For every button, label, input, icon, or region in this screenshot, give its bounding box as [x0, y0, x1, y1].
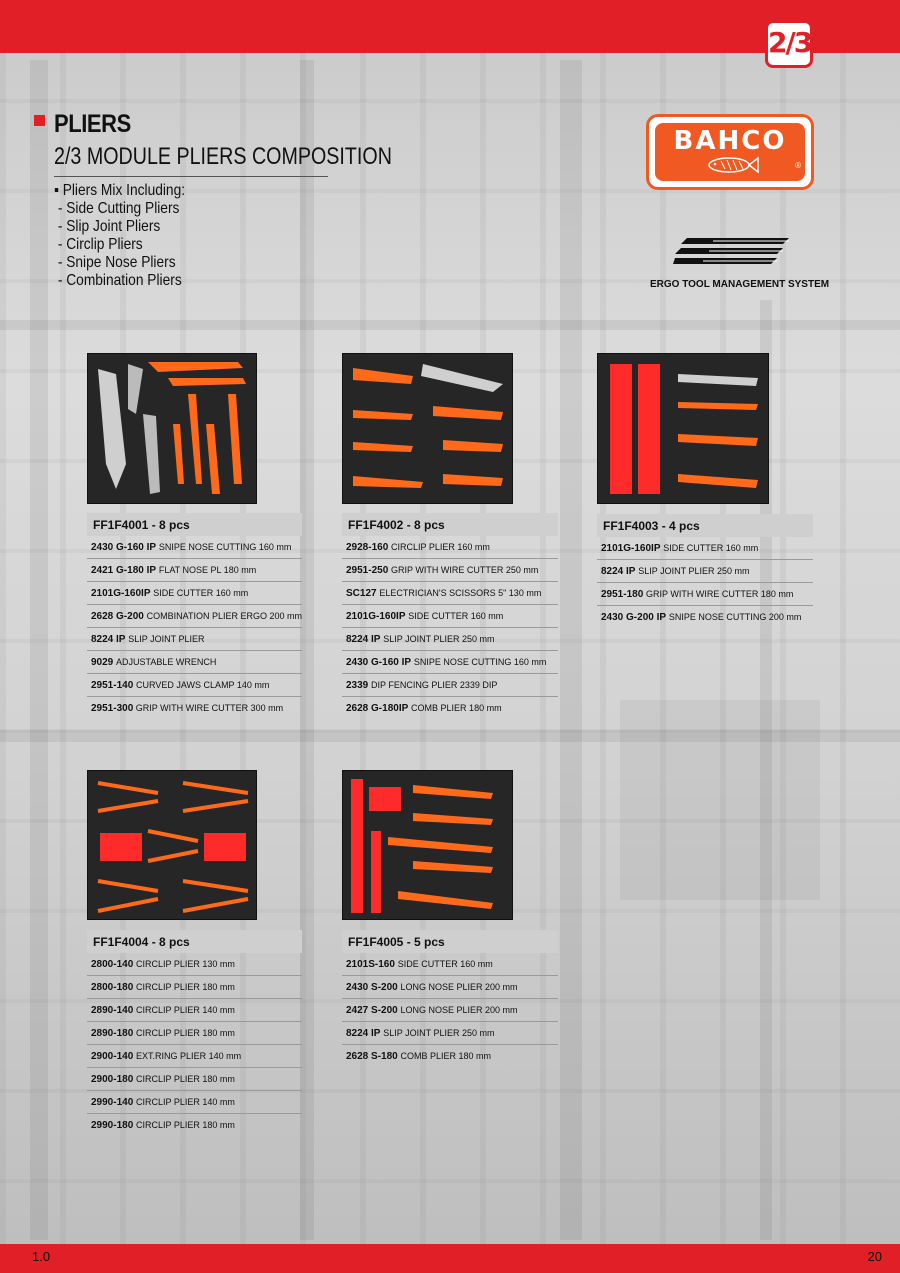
- item-ref: 2990-180: [91, 1120, 134, 1131]
- product-row: [342, 1022, 558, 1045]
- item-desc: COMB PLIER 180 mm: [411, 703, 502, 713]
- item-desc: LONG NOSE PLIER 200 mm: [400, 1005, 518, 1015]
- item-ref: 2101G-160IP: [91, 588, 151, 599]
- product-row: [597, 560, 813, 583]
- pliers-set-image: [598, 354, 769, 504]
- page-number: 20: [867, 1249, 882, 1264]
- product-row: [342, 605, 558, 628]
- item-desc: ELECTRICIAN'S SCISSORS 5" 130 mm: [379, 588, 542, 598]
- product-row: [87, 605, 302, 628]
- item-ref: 2890-180: [91, 1028, 134, 1039]
- item-ref: 2101G-160IP: [346, 611, 406, 622]
- product-photo-ff1f4001: [87, 353, 257, 504]
- item-desc: SNIPE NOSE CUTTING 200 mm: [668, 612, 802, 622]
- background-pipe: [560, 60, 582, 1240]
- item-desc: SIDE CUTTER 160 mm: [397, 959, 493, 969]
- item-ref: 2427 S-200: [346, 1005, 398, 1016]
- item-desc: CIRCLIP PLIER 180 mm: [136, 1074, 235, 1084]
- fish-icon: [703, 155, 759, 175]
- item-desc: LONG NOSE PLIER 200 mm: [400, 982, 518, 992]
- item-desc: CIRCLIP PLIER 180 mm: [136, 1028, 235, 1038]
- feature-item: - Side Cutting Pliers: [54, 200, 180, 217]
- item-ref: 2951-250: [346, 565, 389, 576]
- item-desc: CIRCLIP PLIER 160 mm: [391, 542, 490, 552]
- item-desc: CURVED JAWS CLAMP 140 mm: [136, 680, 270, 690]
- item-ref: 2951-300: [91, 703, 134, 714]
- product-row: [87, 1068, 302, 1091]
- feature-item: - Circlip Pliers: [54, 236, 143, 253]
- product-row: [87, 674, 302, 697]
- brand-name: BAHCO: [673, 126, 787, 156]
- item-desc: SIDE CUTTER 160 mm: [408, 611, 504, 621]
- item-ref: 2430 G-160 IP: [346, 657, 412, 668]
- item-ref: 2101G-160IP: [601, 543, 661, 554]
- feature-item: - Slip Joint Pliers: [54, 218, 161, 235]
- product-row: [87, 628, 302, 651]
- product-row: [87, 697, 302, 720]
- product-row: [342, 582, 558, 605]
- product-code: FF1F4004 - 8 pcs: [87, 930, 302, 953]
- product-row: [87, 559, 302, 582]
- item-ref: 2430 G-160 IP: [91, 542, 157, 553]
- item-desc: SLIP JOINT PLIER: [128, 634, 205, 644]
- page-subtitle: 2/3 MODULE PLIERS COMPOSITION: [54, 143, 392, 170]
- product-code: FF1F4005 - 5 pcs: [342, 930, 558, 953]
- item-desc: GRIP WITH WIRE CUTTER 300 mm: [133, 703, 284, 713]
- product-row: [87, 536, 302, 559]
- item-desc: FLAT NOSE PL 180 mm: [158, 565, 257, 575]
- product-row: [342, 628, 558, 651]
- product-row: [87, 1114, 302, 1137]
- item-ref: 8224 IP: [346, 634, 381, 645]
- module-badge: 2/3: [765, 20, 813, 68]
- product-ff1f4003: [597, 514, 813, 629]
- background-pipe: [30, 60, 48, 1240]
- item-desc: ADJUSTABLE WRENCH: [116, 657, 217, 667]
- product-row: [87, 1045, 302, 1068]
- product-row: [597, 606, 813, 629]
- item-desc: SLIP JOINT PLIER 250 mm: [383, 634, 495, 644]
- product-ff1f4002: [342, 513, 558, 720]
- item-ref: 2951-140: [91, 680, 134, 691]
- product-row: [342, 559, 558, 582]
- item-ref: SC127: [346, 588, 377, 599]
- item-desc: GRIP WITH WIRE CUTTER 180 mm: [646, 589, 794, 599]
- item-ref: 2928-160: [346, 542, 389, 553]
- background-pipe: [300, 60, 314, 1240]
- item-ref: 2951-180: [601, 589, 644, 600]
- item-desc: DIP FENCING PLIER 2339 DIP: [371, 680, 498, 690]
- item-ref: 2628 G-180IP: [346, 703, 409, 714]
- item-desc: SIDE CUTTER 160 mm: [153, 588, 249, 598]
- product-code: FF1F4002 - 8 pcs: [342, 513, 558, 536]
- background-block: [620, 700, 820, 900]
- pliers-set-image: [343, 354, 513, 504]
- item-ref: 2900-180: [91, 1074, 134, 1085]
- product-row: [342, 999, 558, 1022]
- item-ref: 8224 IP: [346, 1028, 381, 1039]
- pliers-set-image: [343, 771, 513, 920]
- bottom-bar: [0, 1244, 900, 1273]
- product-code: FF1F4003 - 4 pcs: [597, 514, 813, 537]
- product-row: [87, 999, 302, 1022]
- product-row: [342, 651, 558, 674]
- item-desc: SLIP JOINT PLIER 250 mm: [383, 1028, 495, 1038]
- ergo-system-icon: [673, 236, 791, 268]
- product-row: [87, 1022, 302, 1045]
- item-desc: CIRCLIP PLIER 180 mm: [136, 982, 235, 992]
- feature-item: - Combination Pliers: [54, 272, 182, 289]
- product-row: [342, 953, 558, 976]
- item-desc: EXT.RING PLIER 140 mm: [136, 1051, 242, 1061]
- product-photo-ff1f4003: [597, 353, 769, 504]
- item-ref: 2339: [346, 680, 369, 691]
- feature-item: ▪ Pliers Mix Including:: [54, 182, 186, 199]
- product-row: [597, 537, 813, 560]
- item-ref: 2628 S-180: [346, 1051, 398, 1062]
- product-row: [87, 651, 302, 674]
- product-code: FF1F4001 - 8 pcs: [87, 513, 302, 536]
- item-ref: 2800-180: [91, 982, 134, 993]
- pliers-set-image: [88, 771, 257, 920]
- item-desc: GRIP WITH WIRE CUTTER 250 mm: [391, 565, 539, 575]
- item-desc: CIRCLIP PLIER 140 mm: [136, 1097, 235, 1107]
- item-ref: 8224 IP: [601, 566, 636, 577]
- background-beam: [0, 320, 900, 330]
- product-photo-ff1f4002: [342, 353, 513, 504]
- item-desc: CIRCLIP PLIER 180 mm: [136, 1120, 235, 1130]
- item-ref: 9029: [91, 657, 114, 668]
- item-ref: 2900-140: [91, 1051, 134, 1062]
- product-row: [87, 953, 302, 976]
- product-row: [342, 674, 558, 697]
- title-marker: [34, 115, 45, 126]
- item-ref: 2800-140: [91, 959, 134, 970]
- feature-item: - Snipe Nose Pliers: [54, 254, 176, 271]
- item-desc: COMBINATION PLIER ERGO 200 mm: [146, 611, 302, 621]
- item-desc: SNIPE NOSE CUTTING 160 mm: [158, 542, 292, 552]
- feature-list: [54, 182, 185, 290]
- item-ref: 2890-140: [91, 1005, 134, 1016]
- product-row: [342, 536, 558, 559]
- item-desc: SLIP JOINT PLIER 250 mm: [638, 566, 750, 576]
- product-row: [87, 976, 302, 999]
- bahco-logo: [646, 114, 814, 190]
- product-row: [87, 582, 302, 605]
- product-row: [342, 976, 558, 999]
- item-desc: SIDE CUTTER 160 mm: [663, 543, 759, 553]
- registered-mark: ®: [795, 161, 801, 170]
- product-row: [342, 1045, 558, 1068]
- system-label: ERGO TOOL MANAGEMENT SYSTEM: [650, 279, 830, 290]
- product-row: [597, 583, 813, 606]
- product-photo-ff1f4005: [342, 770, 513, 920]
- item-ref: 2421 G-180 IP: [91, 565, 157, 576]
- product-ff1f4005: [342, 930, 558, 1068]
- item-ref: 2430 S-200: [346, 982, 398, 993]
- page-title: PLIERS: [54, 110, 131, 138]
- item-desc: CIRCLIP PLIER 140 mm: [136, 1005, 235, 1015]
- subtitle-rule: [54, 176, 328, 177]
- item-ref: 2430 G-200 IP: [601, 612, 667, 623]
- item-ref: 2101S-160: [346, 959, 395, 970]
- product-ff1f4001: [87, 513, 302, 720]
- pliers-set-image: [88, 354, 257, 504]
- product-row: [87, 1091, 302, 1114]
- product-photo-ff1f4004: [87, 770, 257, 920]
- item-ref: 8224 IP: [91, 634, 126, 645]
- product-row: [342, 697, 558, 720]
- item-desc: COMB PLIER 180 mm: [400, 1051, 492, 1061]
- item-desc: SNIPE NOSE CUTTING 160 mm: [413, 657, 547, 667]
- item-ref: 2990-140: [91, 1097, 134, 1108]
- section-number: 1.0: [32, 1249, 51, 1264]
- item-desc: CIRCLIP PLIER 130 mm: [136, 959, 235, 969]
- product-ff1f4004: [87, 930, 302, 1137]
- item-ref: 2628 G-200: [91, 611, 144, 622]
